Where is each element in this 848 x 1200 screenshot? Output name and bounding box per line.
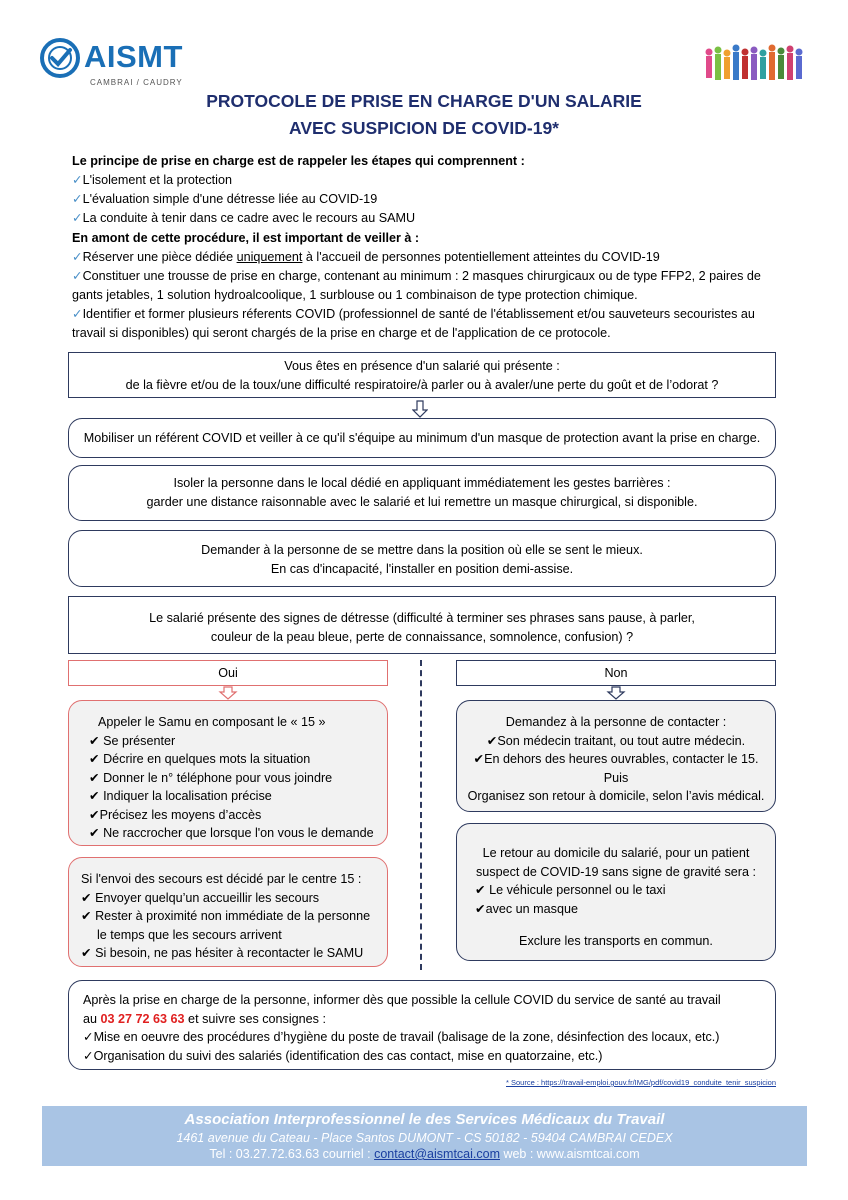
samu-item xyxy=(89,806,387,825)
check-icon: ✔ xyxy=(89,770,104,785)
question-distress-line1: Le salarié présente des signes de détresse (difficulté à terminer ses phrases sans pause, à parler, xyxy=(149,611,695,625)
intro-section xyxy=(72,152,772,343)
return-home-exclude: Exclure les transports en commun. xyxy=(519,934,713,948)
check-icon: ✓ xyxy=(83,1030,94,1044)
check-icon: ✔ xyxy=(486,733,498,748)
call-samu-box xyxy=(68,700,388,846)
intro-step xyxy=(72,209,772,228)
footer-tel: Tel : 03.27.72.63.63 courriel : xyxy=(209,1147,375,1161)
samu-item xyxy=(89,769,387,788)
check-icon: ✓ xyxy=(72,211,83,225)
samu-item xyxy=(89,787,387,806)
samu-item xyxy=(89,750,387,769)
call-samu-heading: Appeler le Samu en composant le « 15 » xyxy=(98,715,326,729)
step-isolate-line1: Isoler la personne dans le local dédié en appliquant immédiatement les gestes barrières : xyxy=(173,476,671,490)
check-icon: ✔ xyxy=(81,890,96,905)
question-distress-box xyxy=(68,596,776,654)
check-icon: ✓ xyxy=(72,269,83,283)
home-item xyxy=(457,881,775,900)
after-item xyxy=(83,1047,775,1066)
contact-last: Organisez son retour à domicile, selon l’avis médical. xyxy=(467,789,765,803)
samu-item-text: Décrire en quelques mots la situation xyxy=(103,752,311,766)
rescue-heading: Si l'envoi des secours est décidé par le centre 15 : xyxy=(81,872,362,886)
source-link[interactable]: * Source : https://travail-emploi.gouv.fr/IMG/pdf/covid19_conduite_tenir_suspicion xyxy=(506,1078,776,1087)
after-care-suffix: et suivre ses consignes : xyxy=(184,1011,326,1026)
home-item-text: avec un masque xyxy=(485,901,578,916)
question-symptoms-line1: Vous êtes en présence d'un salarié qui présente : xyxy=(284,359,560,373)
samu-item-text: Ne raccrocher que lorsque l'on vous le demande xyxy=(103,826,374,840)
check-icon: ✓ xyxy=(72,250,83,264)
answer-yes-label: Oui xyxy=(218,666,238,680)
step-position-line1: Demander à la personne de se mettre dans la position où elle se sent le mieux. xyxy=(201,543,643,557)
intro-heading-prerequisites: En amont de cette procédure, il est important de veiller à : xyxy=(72,231,420,245)
step-position-line2: En cas d'incapacité, l'installer en position demi-assise. xyxy=(270,561,574,576)
contact-heading: Demandez à la personne de contacter : xyxy=(505,715,727,729)
footer-address: 1461 avenue du Cateau - Place Santos DUMONT - CS 50182 - 59404 CAMBRAI CEDEX xyxy=(176,1131,673,1145)
check-icon: ✔ xyxy=(81,946,96,960)
contact-item xyxy=(457,732,775,751)
footer-email-link[interactable]: contact@aismtcai.com xyxy=(374,1147,500,1161)
samu-item-text: Précisez les moyens d’accès xyxy=(99,807,262,822)
home-item-text: Le véhicule personnel ou le taxi xyxy=(489,883,666,897)
people-group-icon xyxy=(704,42,810,84)
check-icon: ✔ xyxy=(475,883,490,897)
step-mobilize-referent xyxy=(68,418,776,458)
covid-cell-phone: 03 27 72 63 63 xyxy=(100,1011,185,1026)
check-icon: ✔ xyxy=(475,901,486,916)
check-icon: ✔ xyxy=(89,733,104,748)
rescue-item xyxy=(81,889,387,908)
step-mobilize-text: Mobiliser un référent COVID et veiller à ce qu'il s'équipe au minimum d'un masque de protection avant la prise en charge. xyxy=(83,431,761,445)
after-item xyxy=(83,1028,775,1047)
contact-item xyxy=(457,750,775,769)
check-icon: ✔ xyxy=(89,789,104,803)
footer-org: Association Interprofessionnel le des Services Médicaux du Travail xyxy=(184,1111,665,1128)
step-isolate xyxy=(68,465,776,521)
footer-web: web : www.aismtcai.com xyxy=(499,1147,640,1161)
rescue-item xyxy=(81,944,387,963)
prep-text-underlined: uniquement xyxy=(236,250,303,264)
question-symptoms-box xyxy=(68,352,776,398)
rescue-item-text: Rester à proximité non immédiate de la personne xyxy=(95,909,371,923)
question-symptoms-line2: de la fièvre et/ou de la toux/une difficulté respiratoire/à parler ou à avaler/une perte du goût et de l’odorat ? xyxy=(125,377,719,392)
check-icon: ✓ xyxy=(72,173,83,187)
intro-step-text: L'isolement et la protection xyxy=(82,173,232,187)
check-icon: ✔ xyxy=(473,752,485,766)
after-item-text: Mise en oeuvre des procédures d’hygiène du poste de travail (balisage de la zone, désinfection des locaux, etc.) xyxy=(93,1030,720,1044)
rescue-item-continued: le temps que les secours arrivent xyxy=(97,927,282,942)
intro-heading-principle: Le principe de prise en charge est de rappeler les étapes qui comprennent : xyxy=(72,154,525,168)
after-care-line2 xyxy=(83,1010,775,1029)
aismt-logo xyxy=(40,38,190,88)
return-home-box xyxy=(456,823,776,961)
intro-step xyxy=(72,171,772,190)
answer-no-label: Non xyxy=(604,666,628,680)
check-icon: ✓ xyxy=(72,307,83,321)
prep-item xyxy=(72,305,772,343)
answer-yes-box xyxy=(68,660,388,686)
intro-step xyxy=(72,190,772,209)
rescue-item xyxy=(81,907,387,926)
prep-text: à l'accueil de personnes potentiellement atteintes du COVID-19 xyxy=(302,250,660,264)
arrow-down-icon xyxy=(218,686,238,700)
contact-item-text: En dehors des heures ouvrables, contacter le 15. xyxy=(484,752,759,766)
samu-item-text: Donner le n° téléphone pour vous joindre xyxy=(103,770,333,785)
check-icon: ✔ xyxy=(89,807,100,822)
step-isolate-line2: garder une distance raisonnable avec le salarié et lui remettre un masque chirurgical, si disponible. xyxy=(146,494,698,509)
branch-divider xyxy=(420,660,422,970)
arrow-down-icon xyxy=(606,686,626,700)
check-icon: ✔ xyxy=(89,826,104,840)
after-care-box xyxy=(68,980,776,1070)
intro-step-text: La conduite à tenir dans ce cadre avec le recours au SAMU xyxy=(82,211,416,225)
footer-contact xyxy=(42,1147,807,1161)
page-title-line2: AVEC SUSPICION DE COVID-19* xyxy=(288,118,559,138)
question-distress-line2: couleur de la peau bleue, perte de connaissance, somnolence, confusion) ? xyxy=(210,629,634,644)
rescue-item-text: Envoyer quelqu’un accueillir les secours xyxy=(95,890,320,905)
contact-then: Puis xyxy=(603,770,629,785)
after-care-prefix: au xyxy=(83,1011,101,1026)
return-home-line2: suspect de COVID-19 sans signe de gravité sera : xyxy=(475,864,756,879)
answer-no-box xyxy=(456,660,776,686)
rescue-item-text: Si besoin, ne pas hésiter à recontacter le SAMU xyxy=(95,946,364,960)
prep-text: Réserver une pièce dédiée xyxy=(82,250,237,264)
check-icon: ✔ xyxy=(81,909,96,923)
check-icon: ✓ xyxy=(83,1048,94,1063)
home-item xyxy=(457,900,775,919)
rescue-box xyxy=(68,857,388,967)
logo-name: AISMT xyxy=(84,39,183,74)
prep-text: Identifier et former plusieurs réferents COVID (professionnel de santé de l'établissement et/ou sauveteurs secouristes au travail si disponibles) qui seront chargés de la prise en charge et de l'application de ce protocole. xyxy=(72,307,755,340)
samu-item xyxy=(89,824,387,843)
contact-item-text: Son médecin traitant, ou tout autre médecin. xyxy=(497,733,746,748)
samu-item-text: Indiquer la localisation précise xyxy=(103,789,272,803)
arrow-down-icon xyxy=(412,400,428,418)
prep-item xyxy=(72,267,772,305)
check-icon: ✓ xyxy=(72,192,83,206)
logo-subtitle: CAMBRAI / CAUDRY xyxy=(90,78,183,87)
page-title-line1: PROTOCOLE DE PRISE EN CHARGE D'UN SALARIE xyxy=(206,91,642,111)
contact-doctor-box xyxy=(456,700,776,812)
return-home-line1: Le retour au domicile du salarié, pour un patient xyxy=(482,846,750,860)
prep-item xyxy=(72,248,772,267)
checkmark-logo-icon xyxy=(40,38,80,78)
prep-text: Constituer une trousse de prise en charge, contenant au minimum : 2 masques chirurgicaux ou de type FFP2, 2 paires de gants jetables, 1 solution hydroalcoolique, 1 surblouse ou 1 combinaison de type protection chimique. xyxy=(72,269,761,302)
after-care-line1: Après la prise en charge de la personne, informer dès que possible la cellule COVID du service de santé au travail xyxy=(83,993,721,1007)
samu-item xyxy=(89,732,387,751)
step-position xyxy=(68,530,776,587)
samu-item-text: Se présenter xyxy=(103,733,176,748)
footer xyxy=(42,1106,807,1166)
intro-step-text: L'évaluation simple d'une détresse liée au COVID-19 xyxy=(82,192,378,206)
after-item-text: Organisation du suivi des salariés (identification des cas contact, mise en quatorzaine, etc.) xyxy=(93,1048,603,1063)
check-icon: ✔ xyxy=(89,752,104,766)
